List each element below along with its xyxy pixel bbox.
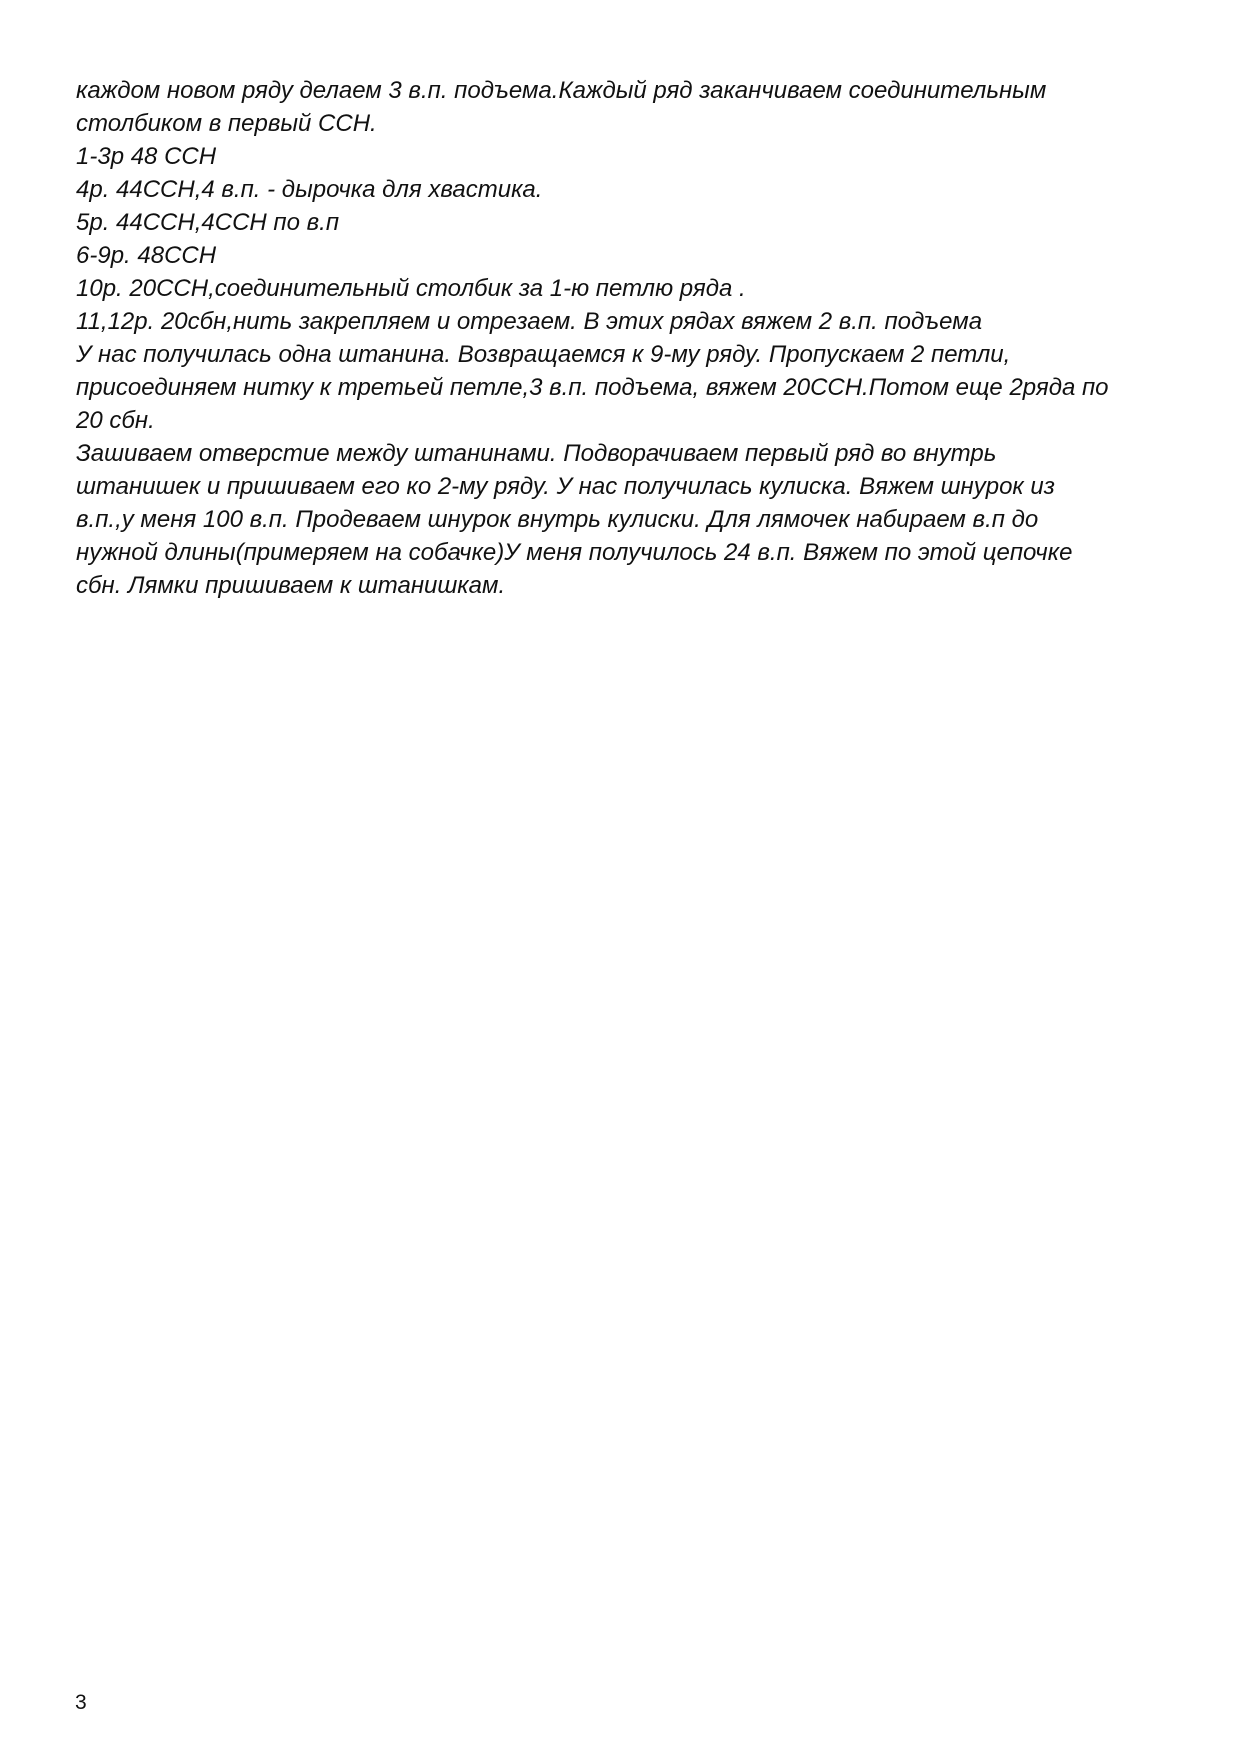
text-line: сбн. Лямки пришиваем к штанишкам. [76, 572, 506, 599]
text-line: 4р. 44ССН,4 в.п. - дырочка для хвастика. [76, 176, 543, 203]
text-line: столбиком в первый ССН. [76, 110, 377, 137]
text-line: 6-9р. 48ССН [76, 242, 217, 269]
text-line: каждом новом ряду делаем 3 в.п. подъема.Каждый ряд заканчиваем соединительным [76, 77, 1047, 104]
text-line: 5р. 44ССН,4ССН по в.п [76, 209, 340, 236]
text-line: нужной длины(примеряем на собачке)У меня получилось 24 в.п. Вяжем по этой цепочке [76, 539, 1073, 566]
page-number: 3 [75, 1691, 87, 1714]
text-line: Зашиваем отверстие между штанинами. Подворачиваем первый ряд во внутрь [76, 440, 997, 467]
text-line: 11,12р. 20сбн,нить закрепляем и отрезаем. В этих рядах вяжем 2 в.п. подъема [76, 308, 983, 335]
text-line: штанишек и пришиваем его ко 2-му ряду. У нас получилась кулиска. Вяжем шнурок из [76, 473, 1055, 500]
text-line: У нас получилась одна штанина. Возвращаемся к 9-му ряду. Пропускаем 2 петли, [76, 341, 1011, 368]
body-text [76, 74, 1186, 602]
text-line: 10р. 20ССН,соединительный столбик за 1-ю петлю ряда . [76, 275, 746, 302]
text-line: в.п.,у меня 100 в.п. Продеваем шнурок внутрь кулиски. Для лямочек набираем в.п до [76, 506, 1039, 533]
text-line: 20 сбн. [76, 407, 155, 434]
text-line: 1-3р 48 ССН [76, 143, 217, 170]
text-line: присоединяем нитку к третьей петле,3 в.п. подъема, вяжем 20ССН.Потом еще 2ряда по [76, 374, 1109, 401]
